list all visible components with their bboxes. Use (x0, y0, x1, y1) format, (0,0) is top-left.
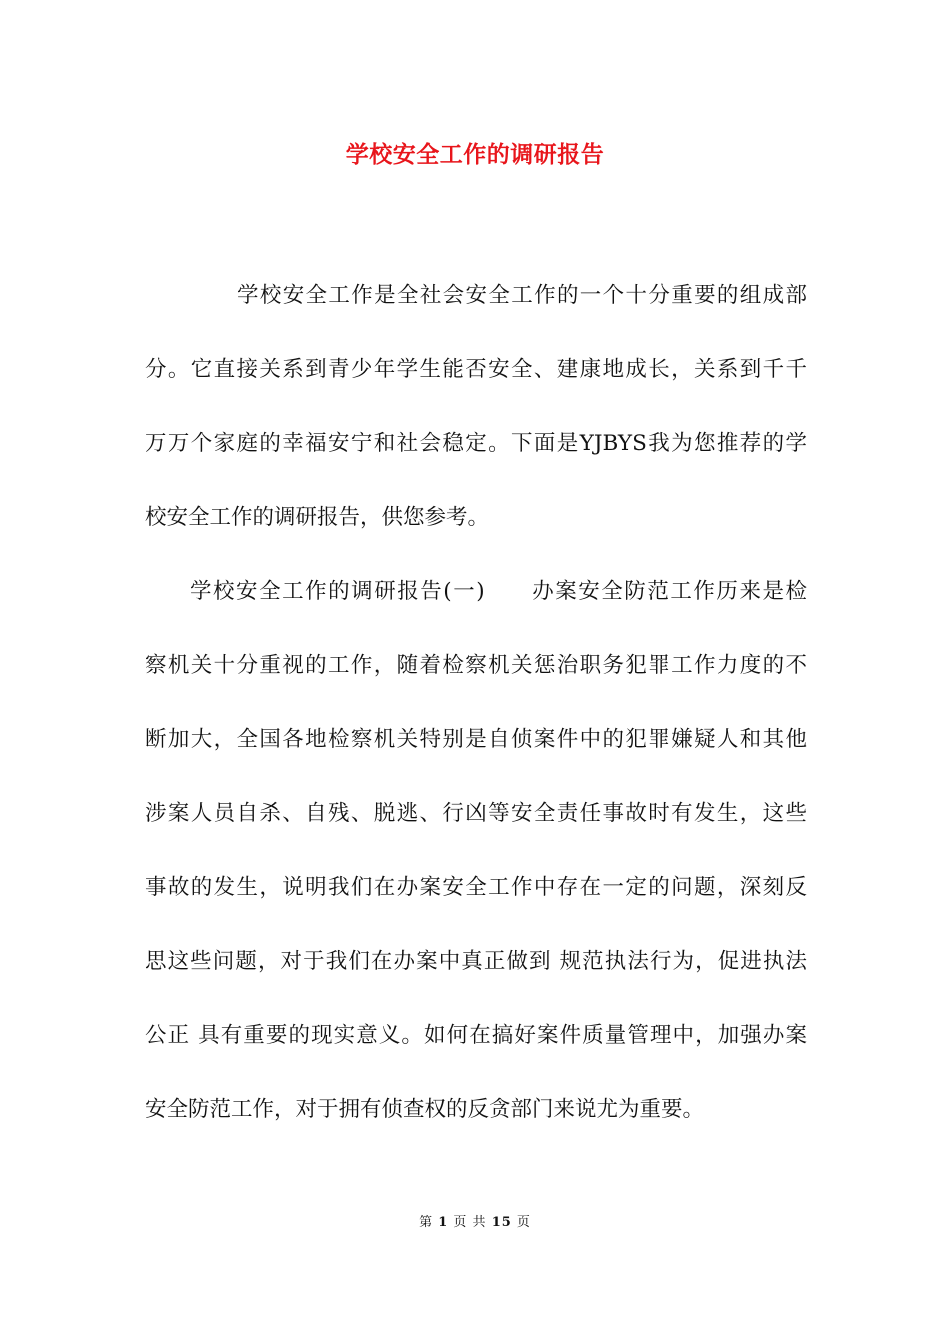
paragraph-line: 涉案人员自杀、自残、脱逃、行凶等安全责任事故时有发生，这些 (145, 801, 807, 826)
paragraph-line: 校安全工作的调研报告，供您参考。 (145, 505, 490, 530)
footer-middle: 页 共 (453, 1215, 487, 1230)
paragraph-line: 察机关十分重视的工作，随着检察机关惩治职务犯罪工作力度的不 (145, 653, 807, 678)
paragraph-line: 学校安全工作的调研报告(一) 办案安全防范工作历来是检 (190, 579, 807, 604)
document-title: 学校安全工作的调研报告 (345, 141, 605, 168)
footer-suffix: 页 (516, 1215, 531, 1230)
paragraph-line: 断加大，全国各地检察机关特别是自侦案件中的犯罪嫌疑人和其他 (145, 727, 807, 752)
total-pages-number: 15 (491, 1215, 512, 1230)
paragraph-line: 公正 具有重要的现实意义。如何在搞好案件质量管理中，加强办案 (145, 1023, 807, 1048)
paragraph-line: 学校安全工作是全社会安全工作的一个十分重要的组成部 (237, 283, 807, 308)
paragraph-line: 事故的发生，说明我们在办案安全工作中存在一定的问题，深刻反 (145, 875, 807, 900)
current-page-number: 1 (438, 1215, 449, 1230)
paragraph-line: 分。它直接关系到青少年学生能否安全、建康地成长，关系到千千 (145, 357, 807, 382)
paragraph-line: 万万个家庭的幸福安宁和社会稳定。下面是YJBYS我为您推荐的学 (145, 431, 807, 456)
page-footer (0, 1211, 950, 1230)
paragraph-line: 思这些问题，对于我们在办案中真正做到 规范执法行为，促进执法 (145, 949, 807, 974)
footer-prefix: 第 (419, 1215, 434, 1230)
paragraph-line: 安全防范工作，对于拥有侦查权的反贪部门来说尤为重要。 (145, 1097, 705, 1122)
